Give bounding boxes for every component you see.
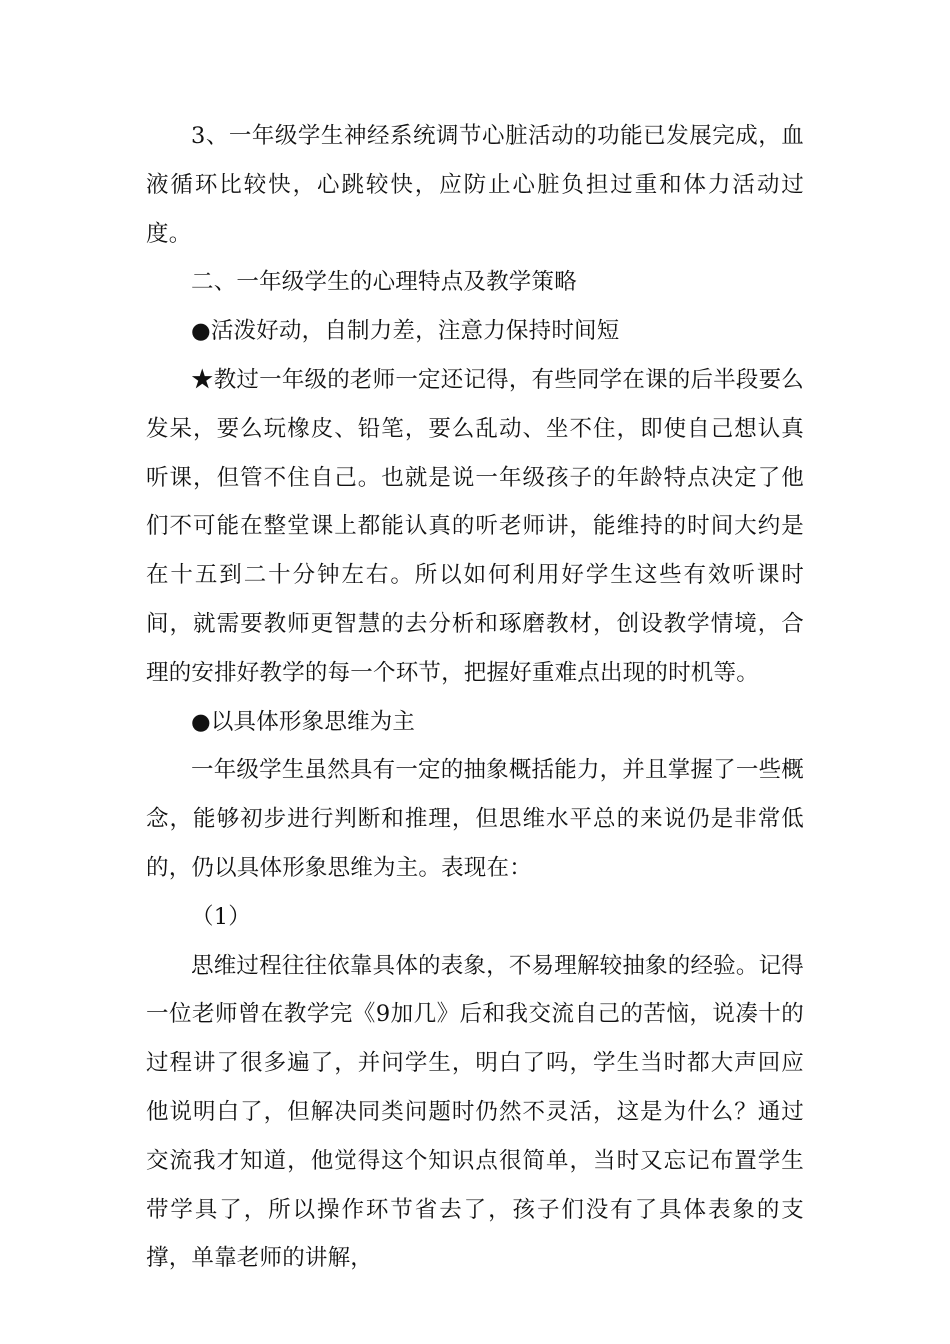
bullet-heading-active: ●活泼好动，自制力差，注意力保持时间短 xyxy=(191,318,620,345)
list-marker-1: （1） xyxy=(191,903,251,930)
paragraph-thinking-process: 思维过程往往依靠具体的表象，不易理解较抽象的经验。记得一位老师曾在教学完《9加几》后和我交流自己的苦恼，说凑十的过程讲了很多遍了，并问学生，明白了吗，学生当时都大声回应他说明白了，但解决同类问题时仍然不灵活，这是为什么？通过交流我才知道，他觉得这个知识点很简单，当时又忘记布置学生带学具了，所以操作环节省去了，孩子们没有了具体表象的支撑，单靠老师的讲解， xyxy=(146,952,804,1272)
section-heading-psychology: 二、一年级学生的心理特点及教学策略 xyxy=(191,269,577,296)
bullet-heading-concrete-thinking: ●以具体形象思维为主 xyxy=(191,708,416,735)
paragraph-abstract-ability: 一年级学生虽然具有一定的抽象概括能力，并且掌握了一些概念，能够初步进行判断和推理，但思维水平总的来说仍是非常低的，仍以具体形象思维为主。表现在： xyxy=(146,757,804,881)
paragraph-heart-function: 3、一年级学生神经系统调节心脏活动的功能已发展完成，血液循环比较快，心跳较快，应防止心脏负担过重和体力活动过度。 xyxy=(146,123,804,247)
document-body xyxy=(146,112,804,1283)
paragraph-attention-span: ★教过一年级的老师一定还记得，有些同学在课的后半段要么发呆，要么玩橡皮、铅笔，要么乱动、坐不住，即使自己想认真听课，但管不住自己。也就是说一年级孩子的年龄特点决定了他们不可能在整堂课上都能认真的听老师讲，能维持的时间大约是在十五到二十分钟左右。所以如何利用好学生这些有效听课时间，就需要教师更智慧的去分析和琢磨教材，创设教学情境，合理的安排好教学的每一个环节，把握好重难点出现的时机等。 xyxy=(146,366,804,686)
